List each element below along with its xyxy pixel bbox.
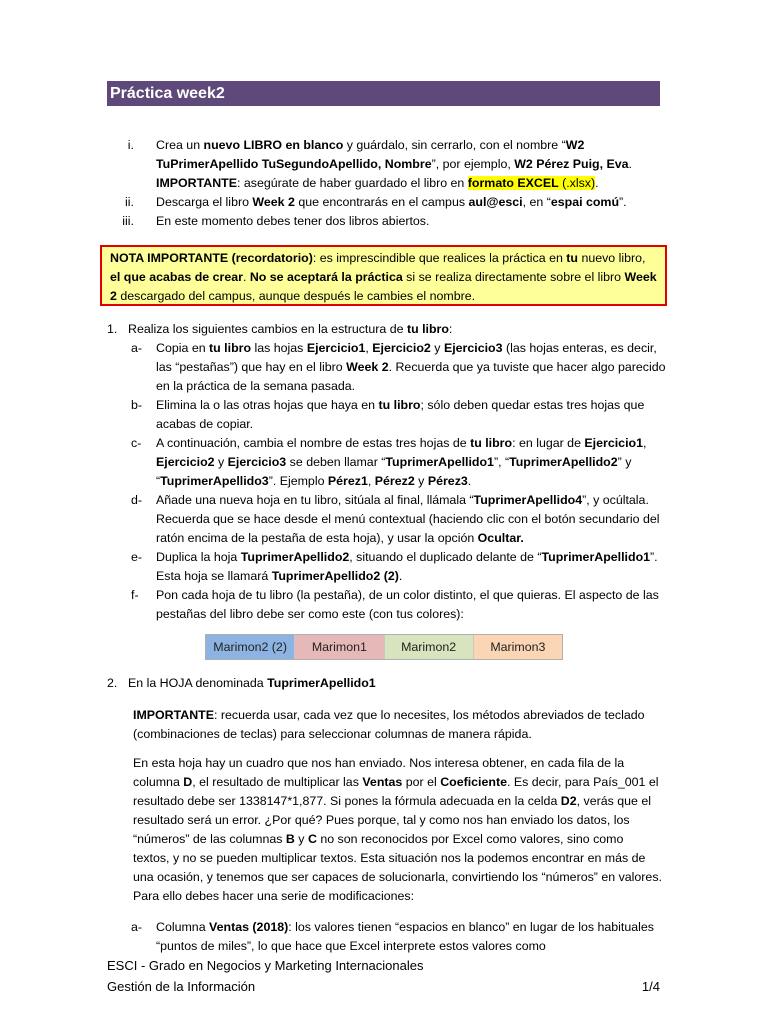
text-run: Coeficiente bbox=[440, 775, 507, 789]
text-run: TuprimerApellido1 bbox=[267, 676, 376, 690]
text-run: Ejercicio2 bbox=[372, 341, 431, 355]
sheet-tab: Marimon1 bbox=[295, 635, 384, 659]
text-run: Ejercicio3 bbox=[443, 341, 503, 355]
text-run: TuprimerApellido2 (2) bbox=[271, 569, 399, 583]
text-run: A continuación, cambia el nombre de estas tres hojas de bbox=[156, 436, 471, 450]
text-run: TuprimerApellido3 bbox=[160, 474, 269, 488]
text-run: Ejercicio1 bbox=[306, 341, 366, 355]
text-run: TuprimerApellido2 bbox=[240, 550, 350, 564]
text-run: las hojas bbox=[251, 341, 307, 355]
text-run: Ejercicio3 bbox=[227, 455, 287, 469]
text-run: TuprimerApellido1 bbox=[541, 550, 651, 564]
section-1-heading bbox=[107, 320, 667, 339]
roman-item-text bbox=[156, 212, 667, 231]
text-run: descargado del campus, aunque después le cambies el nombre. bbox=[116, 289, 476, 303]
list-item-text bbox=[156, 396, 667, 434]
text-run: No se aceptará la práctica bbox=[249, 270, 403, 284]
important-note-box bbox=[100, 245, 667, 306]
text-run: (las hojas enteras, es decir, las “pestañas”) que hay en el libro bbox=[156, 341, 657, 374]
text-run: ”, y ocúltala. Recuerda que se hace desde el menú contextual (haciendo clic con el botón secundario del ratón encima de la pestaña de esta hoja), y usar la opción bbox=[156, 493, 660, 545]
footer-subject: Gestión de la Información bbox=[107, 979, 256, 994]
text-run: En la HOJA denominada bbox=[128, 676, 268, 690]
roman-item bbox=[107, 136, 667, 193]
list-item-letter: a- bbox=[131, 341, 143, 355]
list-item bbox=[107, 396, 667, 434]
text-run: En esta hoja hay un cuadro que nos han enviado. Nos interesa obtener, en cada fila de la columna bbox=[133, 756, 625, 789]
list-item-letter: c- bbox=[131, 436, 142, 450]
list-item-text bbox=[156, 548, 667, 586]
text-run: formato EXCEL bbox=[467, 176, 559, 190]
text-run: por el bbox=[402, 775, 441, 789]
roman-item-number: iii. bbox=[122, 214, 134, 228]
sheet-tab: Marimon2 bbox=[385, 635, 474, 659]
roman-item-number: ii. bbox=[125, 195, 134, 209]
text-run: , bbox=[367, 474, 375, 488]
text-run: D bbox=[183, 775, 193, 789]
page-number: 1/4 bbox=[641, 979, 660, 994]
list-item-text bbox=[156, 339, 667, 396]
text-run: Duplica la hoja bbox=[156, 550, 241, 564]
text-run: ”, “ bbox=[493, 455, 510, 469]
text-run: W2 TuPrimerApellido TuSegundoApellido, Nombre bbox=[156, 138, 585, 171]
text-run: IMPORTANTE bbox=[156, 176, 237, 190]
list-item-letter: e- bbox=[131, 550, 143, 564]
list-item-text bbox=[156, 491, 667, 548]
list-item bbox=[107, 586, 667, 624]
text-run: Copia en bbox=[156, 341, 210, 355]
section-number: 1. bbox=[107, 322, 118, 336]
text-run: espai comú bbox=[550, 195, 620, 209]
text-run: (.xlsx) bbox=[558, 176, 596, 190]
text-run: tu libro bbox=[470, 436, 513, 450]
roman-list bbox=[107, 136, 667, 231]
text-run: y bbox=[294, 832, 308, 846]
text-run: Ejercicio2 bbox=[156, 455, 215, 469]
roman-item bbox=[107, 193, 667, 212]
text-run: se deben llamar “ bbox=[286, 455, 386, 469]
text-run: ”. Esta hoja se llamará bbox=[156, 550, 658, 583]
text-run: nuevo LIBRO en blanco bbox=[203, 138, 344, 152]
list-item-text bbox=[156, 586, 667, 624]
text-run: Crea un bbox=[156, 138, 204, 152]
text-run: tu libro bbox=[209, 341, 252, 355]
text-run: W2 Pérez Puig, Eva bbox=[514, 157, 629, 171]
text-run: aul@esci bbox=[468, 195, 523, 209]
list-item-letter: d- bbox=[131, 493, 143, 507]
text-run: Ejercicio1 bbox=[584, 436, 643, 450]
text-run: ; sólo deben quedar estas tres hojas que acabas de copiar. bbox=[156, 398, 645, 431]
text-run: . bbox=[467, 474, 472, 488]
text-run: y guárdalo, sin cerrarlo, con el nombre “ bbox=[343, 138, 566, 152]
roman-item-text bbox=[156, 136, 667, 193]
list-item-text bbox=[156, 918, 667, 956]
text-run: B bbox=[285, 832, 295, 846]
text-run: . bbox=[398, 569, 403, 583]
body-paragraph bbox=[133, 754, 663, 906]
section-1 bbox=[107, 320, 667, 624]
text-run: Pérez3 bbox=[427, 474, 468, 488]
text-run: : bbox=[448, 322, 453, 336]
text-run: Realiza los siguientes cambios en la estructura de bbox=[128, 322, 407, 336]
text-run: , bbox=[365, 341, 373, 355]
list-item-text bbox=[156, 434, 667, 491]
text-run: IMPORTANTE bbox=[133, 708, 214, 722]
footer-line-2 bbox=[107, 978, 660, 996]
text-run: tu libro bbox=[378, 398, 421, 412]
text-run: ”. Ejemplo bbox=[268, 474, 328, 488]
list-item bbox=[107, 548, 667, 586]
text-run: Descarga el libro bbox=[156, 195, 253, 209]
roman-item-text bbox=[156, 193, 667, 212]
sheet-tab: Marimon3 bbox=[474, 635, 562, 659]
text-run: . bbox=[242, 270, 250, 284]
text-run: , verás que el resultado será un error. ¿Por qué? Pues porque, tal y como nos han enviado los datos, los “números” de las columnas bbox=[133, 794, 652, 846]
section-heading-text bbox=[128, 320, 667, 339]
sheet-tab: Marimon2 (2) bbox=[206, 635, 295, 659]
section-2-heading-row bbox=[107, 674, 667, 693]
text-run: . Recuerda que ya tuviste que hacer algo parecido en la práctica de la semana pasada. bbox=[156, 360, 666, 393]
text-run: ” y “ bbox=[156, 455, 632, 488]
text-run: Week 2 bbox=[252, 195, 295, 209]
text-run: , situando el duplicado delante de “ bbox=[349, 550, 542, 564]
text-run: y bbox=[414, 474, 428, 488]
text-run: Añade una nueva hoja en tu libro, sitúala al final, llámala “ bbox=[156, 493, 474, 507]
text-run: D2 bbox=[560, 794, 577, 808]
roman-item bbox=[107, 212, 667, 231]
text-run: : asegúrate de haber guardado el libro en bbox=[237, 176, 468, 190]
text-run: TuprimerApellido4 bbox=[473, 493, 583, 507]
text-run: : los valores tienen “espacios en blanco” en lugar de los habituales “puntos de miles”, lo que hace que Excel interprete estos valores como bbox=[156, 920, 654, 953]
list-item bbox=[107, 491, 667, 548]
list-item bbox=[107, 339, 667, 396]
section-number: 2. bbox=[107, 676, 118, 690]
text-run: , en “ bbox=[522, 195, 551, 209]
text-run: ”. bbox=[619, 195, 627, 209]
text-run: NOTA IMPORTANTE (recordatorio) bbox=[110, 251, 313, 265]
text-run: . Es decir, para País_001 el resultado debe ser 1338147*1,877. Si pones la fórmula adecuada en la celda bbox=[133, 775, 659, 808]
text-run: : es imprescindible que realices la práctica en bbox=[312, 251, 567, 265]
text-run: . bbox=[595, 176, 599, 190]
roman-item-number: i. bbox=[127, 138, 134, 152]
list-item bbox=[107, 918, 667, 956]
text-run: Pérez2 bbox=[374, 474, 415, 488]
text-run: : en lugar de bbox=[512, 436, 585, 450]
section-heading-text bbox=[128, 674, 667, 693]
text-run: no son reconocidos por Excel como valores, sino como textos, y no se pueden multiplicar textos. Esta situación nos la podemos encontrar en más de una ocasión, y tenemos que ser capaces de solucionarla, convirtiendo los “números” en valores. Para ello debes hacer una serie de modificaciones: bbox=[133, 832, 662, 903]
text-run: Ocultar. bbox=[477, 531, 524, 545]
sheet-tabs-example bbox=[205, 634, 563, 660]
text-run: Week 2 bbox=[346, 360, 389, 374]
list-item bbox=[107, 434, 667, 491]
text-run: el que acabas de crear bbox=[110, 270, 243, 284]
text-run: , bbox=[642, 436, 647, 450]
text-run: C bbox=[307, 832, 317, 846]
text-run: Week 2 bbox=[110, 270, 657, 303]
text-run: tu bbox=[566, 251, 578, 265]
text-run: , el resultado de multiplicar las bbox=[192, 775, 363, 789]
text-run: En este momento debes tener dos libros abiertos. bbox=[156, 214, 430, 228]
important-paragraph bbox=[133, 706, 663, 744]
footer-line-1: ESCI - Grado en Negocios y Marketing Internacionales bbox=[107, 958, 424, 973]
text-run: . bbox=[628, 157, 632, 171]
text-run: tu libro bbox=[406, 322, 449, 336]
list-item-letter: a- bbox=[131, 920, 143, 934]
list-item-letter: f- bbox=[131, 588, 139, 602]
text-run: Pon cada hoja de tu libro (la pestaña), de un color distinto, el que quieras. El aspecto de las pestañas del libro debe ser como este (con tus colores): bbox=[156, 588, 659, 621]
section-2-list bbox=[107, 918, 667, 956]
text-run: que encontrarás en el campus bbox=[294, 195, 469, 209]
text-run: ”, por ejemplo, bbox=[431, 157, 515, 171]
text-run: nuevo libro, bbox=[578, 251, 646, 265]
text-run: y bbox=[214, 455, 228, 469]
text-run: TuprimerApellido2 bbox=[509, 455, 618, 469]
text-run: Ventas bbox=[362, 775, 403, 789]
text-run: Ventas (2018) bbox=[209, 920, 289, 934]
page-title: Práctica week2 bbox=[107, 81, 660, 106]
text-run: : recuerda usar, cada vez que lo necesites, los métodos abreviados de teclado (combinaciones de teclas) para seleccionar columnas de manera rápida. bbox=[133, 708, 645, 741]
list-item-letter: b- bbox=[131, 398, 143, 412]
text-run: Pérez1 bbox=[327, 474, 368, 488]
text-run: TuprimerApellido1 bbox=[385, 455, 494, 469]
text-run: y bbox=[430, 341, 444, 355]
text-run: Elimina la o las otras hojas que haya en bbox=[156, 398, 379, 412]
text-run: si se realiza directamente sobre el libro bbox=[402, 270, 625, 284]
section-2-heading bbox=[107, 674, 667, 693]
text-run: Columna bbox=[156, 920, 210, 934]
